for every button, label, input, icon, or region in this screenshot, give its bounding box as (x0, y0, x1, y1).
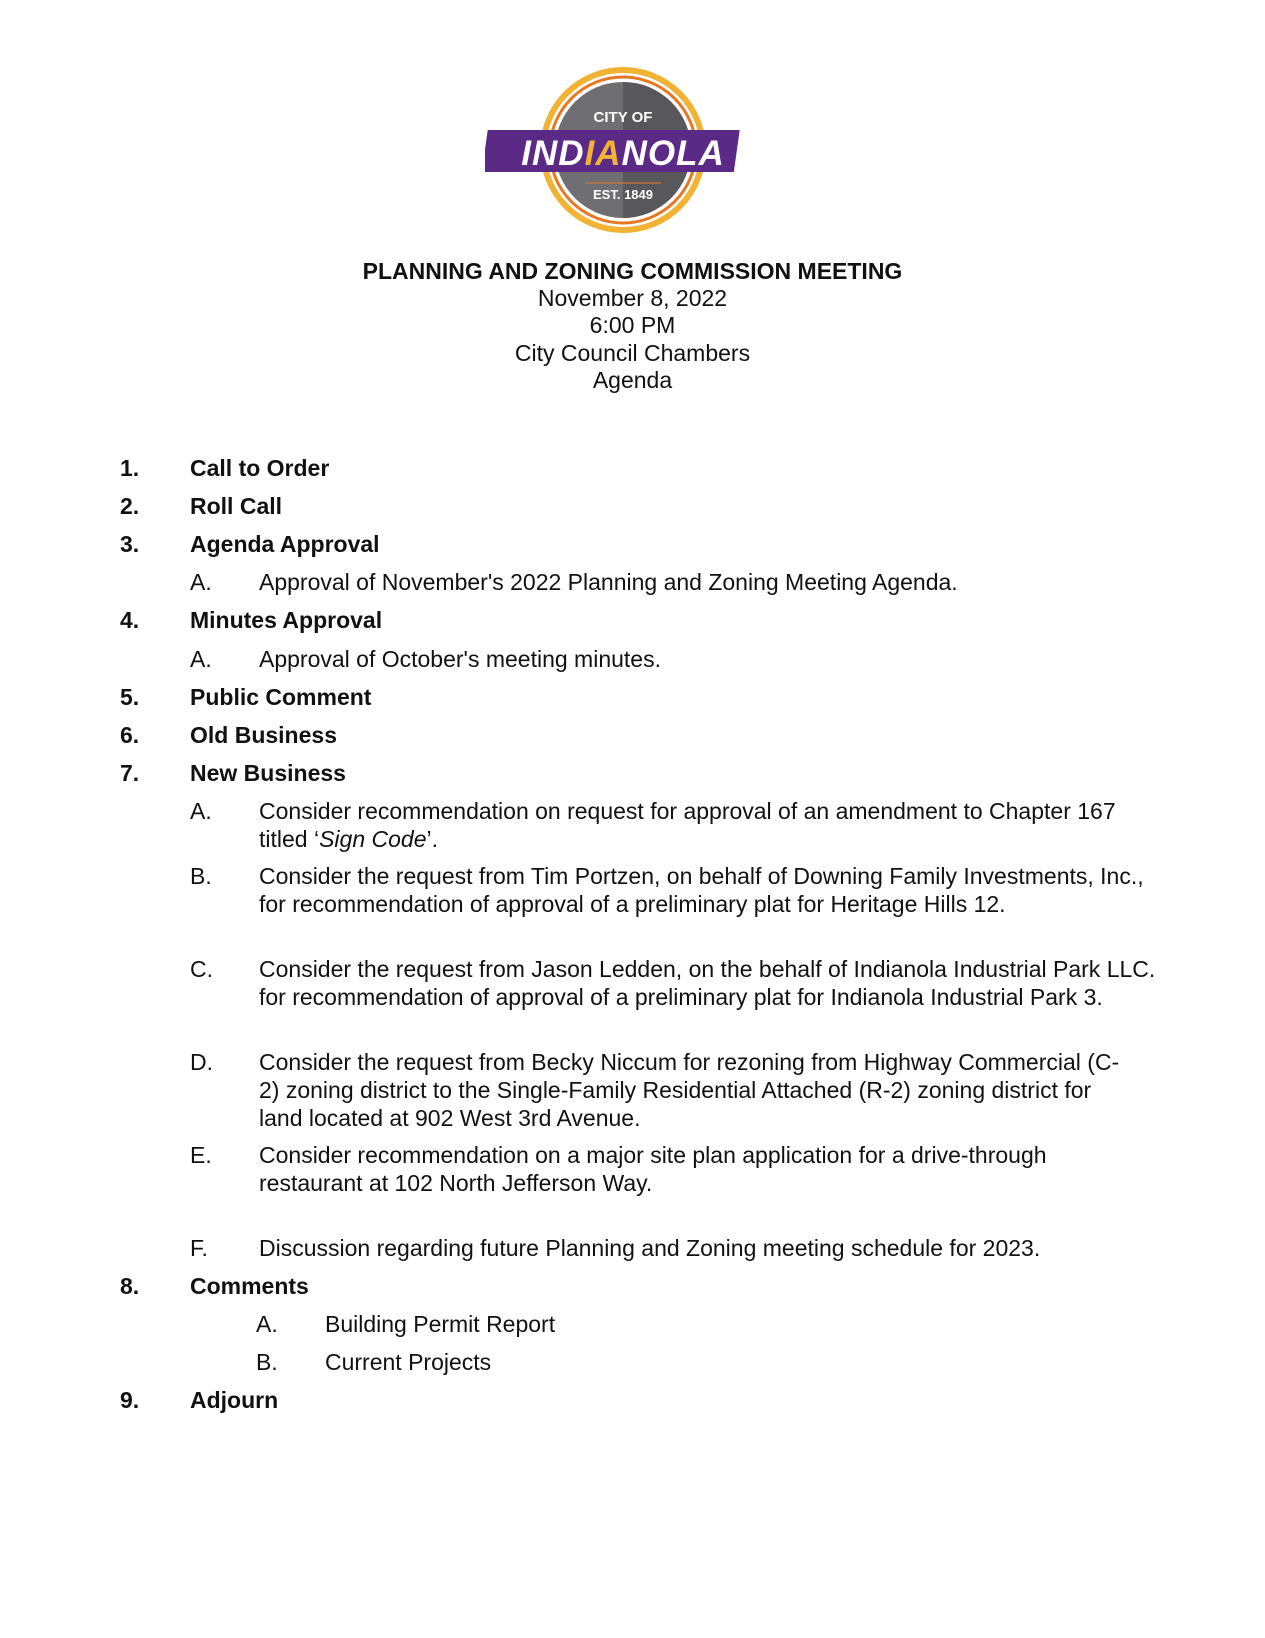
subitem-text: Consider recommendation on a major site plan application for a drive-through restaurant at 102 North Jefferson Way. (259, 1142, 1047, 1196)
agenda-item-label: New Business (190, 760, 346, 786)
subitem-text: Approval of October's meeting minutes. (259, 646, 661, 672)
agenda-item-number: 1. (120, 455, 140, 481)
agenda-item-number: 8. (120, 1273, 140, 1299)
agenda-item-number: 6. (120, 722, 140, 748)
svg-text:INDIANOLA (521, 134, 724, 173)
subitem-text: Consider the request from Becky Niccum for rezoning from Highway Commercial (C-2) zoning district to the Single-Family Residential Attached (R-2) zoning district for land located at 902 West 3rd Avenue. (259, 1049, 1120, 1131)
subitem-text: Discussion regarding future Planning and Zoning meeting schedule for 2023. (259, 1235, 1041, 1261)
subitem-letter: A. (190, 569, 212, 595)
subitem-letter: B. (256, 1349, 278, 1375)
agenda-item-label: Agenda Approval (190, 531, 380, 557)
agenda-item-number: 7. (120, 760, 140, 786)
meeting-time: 6:00 PM (589, 312, 676, 338)
logo-city-of: CITY OF (593, 109, 653, 126)
subitem-letter: D. (190, 1049, 213, 1075)
subitem-letter: A. (190, 646, 212, 672)
meeting-location: City Council Chambers (514, 340, 751, 366)
city-logo (485, 64, 761, 248)
document-type: Agenda (592, 367, 673, 393)
logo-established: EST. 1849 (593, 187, 653, 202)
subitem-letter: B. (190, 863, 212, 889)
logo-name-part1: IND (521, 134, 585, 173)
agenda-item-number: 2. (120, 493, 140, 519)
subitem-text: Current Projects (325, 1349, 492, 1375)
agenda-item-label: Call to Order (190, 455, 330, 481)
subitem-letter: E. (190, 1142, 212, 1168)
subitem-text: Consider the request from Jason Ledden, on the behalf of Indianola Industrial Park LLC. for recommendation of approval of a preliminary plat for Indianola Industrial Park 3. (259, 956, 1156, 1010)
agenda-item-number: 5. (120, 684, 140, 710)
subitem-text: Consider recommendation on request for approval of an amendment to Chapter 167 titled ‘Sign Code’. (259, 798, 1116, 852)
meeting-title: PLANNING AND ZONING COMMISSION MEETING (362, 258, 903, 284)
subitem-text: Building Permit Report (325, 1311, 556, 1337)
subitem-letter: A. (256, 1311, 278, 1337)
agenda-item-label: Old Business (190, 722, 337, 748)
agenda-item-label: Adjourn (190, 1387, 279, 1413)
agenda-item-number: 4. (120, 607, 140, 633)
agenda-item-label: Minutes Approval (190, 607, 383, 633)
agenda-item-number: 9. (120, 1387, 140, 1413)
meeting-date: November 8, 2022 (537, 285, 728, 311)
logo-name-part2: IA (584, 134, 622, 173)
subitem-letter: F. (190, 1235, 208, 1261)
subitem-letter: A. (190, 798, 212, 824)
subitem-text: Approval of November's 2022 Planning and Zoning Meeting Agenda. (259, 569, 958, 595)
agenda-item-label: Roll Call (190, 493, 283, 519)
subitem-text: Consider the request from Tim Portzen, on behalf of Downing Family Investments, Inc., for recommendation of approval of a preliminary plat for Heritage Hills 12. (259, 863, 1144, 917)
agenda-item-number: 3. (120, 531, 140, 557)
sign-code-title: Sign Code (319, 826, 427, 852)
agenda-item-label: Comments (190, 1273, 309, 1299)
logo-name-part3: NOLA (621, 134, 725, 173)
subitem-letter: C. (190, 956, 213, 982)
agenda-item-label: Public Comment (190, 684, 372, 710)
city-seal-icon (485, 64, 761, 248)
